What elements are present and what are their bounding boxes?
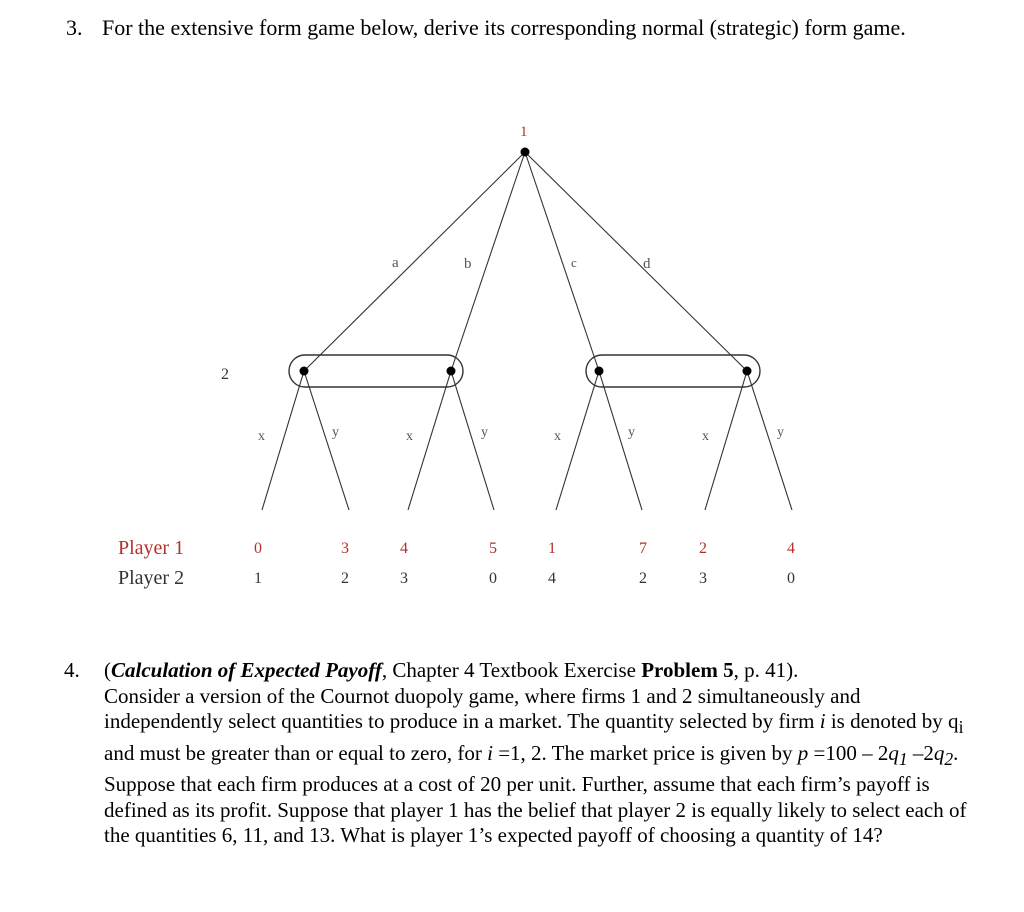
q4-q2: q — [933, 740, 945, 765]
action-label-b: b — [464, 256, 472, 272]
q4-text-4: =1, 2. The market price is given by — [492, 740, 798, 765]
edge-a-y — [304, 371, 349, 510]
edge-d-x — [705, 371, 747, 510]
edge-b-x — [408, 371, 451, 510]
payoff-p2-bx: 3 — [400, 570, 408, 587]
payoff-p2-dy: 0 — [787, 570, 795, 587]
action-label-a: a — [392, 255, 399, 271]
decision-node-a — [300, 367, 309, 376]
q4-problem: Problem 5 — [641, 658, 734, 682]
action-label-c-x: x — [554, 429, 561, 444]
q4-q1: q — [888, 740, 899, 765]
question-4-body — [104, 658, 984, 849]
payoff-p1-cx: 1 — [548, 540, 556, 557]
edge-c — [525, 152, 599, 371]
q4-text-2: is denoted by q — [825, 709, 959, 733]
q4-title: Calculation of Expected Payoff — [111, 658, 382, 682]
decision-node-c — [595, 367, 604, 376]
edge-c-y — [599, 371, 642, 510]
edge-b-y — [451, 371, 494, 510]
payoff-p2-dx: 3 — [699, 570, 707, 587]
payoff-label-player2: Player 2 — [118, 567, 185, 589]
q4-page-ref: , p. 41). — [733, 658, 799, 682]
root-node — [521, 148, 530, 157]
decision-node-b — [447, 367, 456, 376]
q4-text-3: and must be greater than or equal to zero, for — [104, 740, 488, 765]
q4-text-5: =100 – 2 — [808, 740, 889, 765]
payoff-p2-by: 0 — [489, 570, 497, 587]
root-player-label: 1 — [520, 124, 528, 140]
second-player-label: 2 — [221, 366, 229, 383]
payoff-p1-ay: 3 — [341, 540, 349, 557]
payoff-p1-dy: 4 — [787, 540, 795, 557]
edge-a-x — [262, 371, 304, 510]
q4-text-7: . Suppose that each firm produces at a cost of 20 per unit. Further, assume that each firm’s payoff is defined as its profit. Suppose that player 1 has the belief that player 2 is equally likely to select each of the quantities 6, 11, and 13. What is player 1’s expected payoff of choosing a quantity of 14? — [104, 740, 967, 848]
action-label-a-y: y — [332, 425, 339, 440]
payoff-p2-ax: 1 — [254, 570, 262, 587]
payoff-p1-by: 5 — [489, 540, 497, 557]
q4-ref-text: , Chapter 4 Textbook Exercise — [381, 658, 642, 682]
q4-open-paren: ( — [104, 658, 111, 682]
edge-a — [304, 152, 525, 371]
q4-text-6: –2 — [907, 740, 934, 765]
edge-c-x — [556, 371, 599, 510]
payoff-p2-cx: 4 — [548, 570, 556, 587]
action-label-b-y: y — [481, 425, 488, 440]
payoff-p1-dx: 2 — [699, 540, 707, 557]
action-label-d-y: y — [777, 425, 784, 440]
action-label-a-x: x — [258, 429, 265, 444]
q4-sub-i: i — [958, 717, 964, 738]
payoff-p1-ax: 0 — [254, 540, 262, 557]
question-4-number: 4. — [64, 658, 80, 682]
q4-p: p — [797, 740, 809, 765]
action-label-d-x: x — [702, 429, 709, 444]
question-3-number: 3. — [66, 15, 83, 40]
question-3-text: For the extensive form game below, derive its corresponding normal (strategic) form game. — [102, 15, 906, 40]
payoff-p1-cy: 7 — [639, 540, 647, 557]
action-label-c-y: y — [628, 425, 635, 440]
payoff-p1-bx: 4 — [400, 540, 408, 557]
q4-sub-1: 1 — [898, 748, 908, 769]
payoffs-player1-row — [254, 540, 795, 557]
edge-d-y — [747, 371, 792, 510]
action-label-b-x: x — [406, 429, 413, 444]
edge-d — [525, 152, 747, 371]
payoff-p2-ay: 2 — [341, 570, 349, 587]
payoffs-player2-row — [254, 570, 795, 587]
q4-i-2: i — [487, 740, 493, 765]
q4-i-1: i — [819, 709, 826, 733]
action-label-d: d — [643, 256, 651, 272]
info-set-right — [586, 355, 760, 387]
action-label-c: c — [571, 255, 577, 270]
q4-sub-2: 2 — [944, 748, 954, 769]
question-4 — [64, 658, 984, 849]
decision-node-d — [743, 367, 752, 376]
edge-b — [451, 152, 525, 371]
q4-text-1: Consider a version of the Cournot duopoly game, where firms 1 and 2 simultaneously and independently select quantities to produce in a market. The quantity selected by firm — [104, 683, 861, 733]
payoff-label-player1: Player 1 — [118, 537, 185, 559]
payoff-p2-cy: 2 — [639, 570, 647, 587]
